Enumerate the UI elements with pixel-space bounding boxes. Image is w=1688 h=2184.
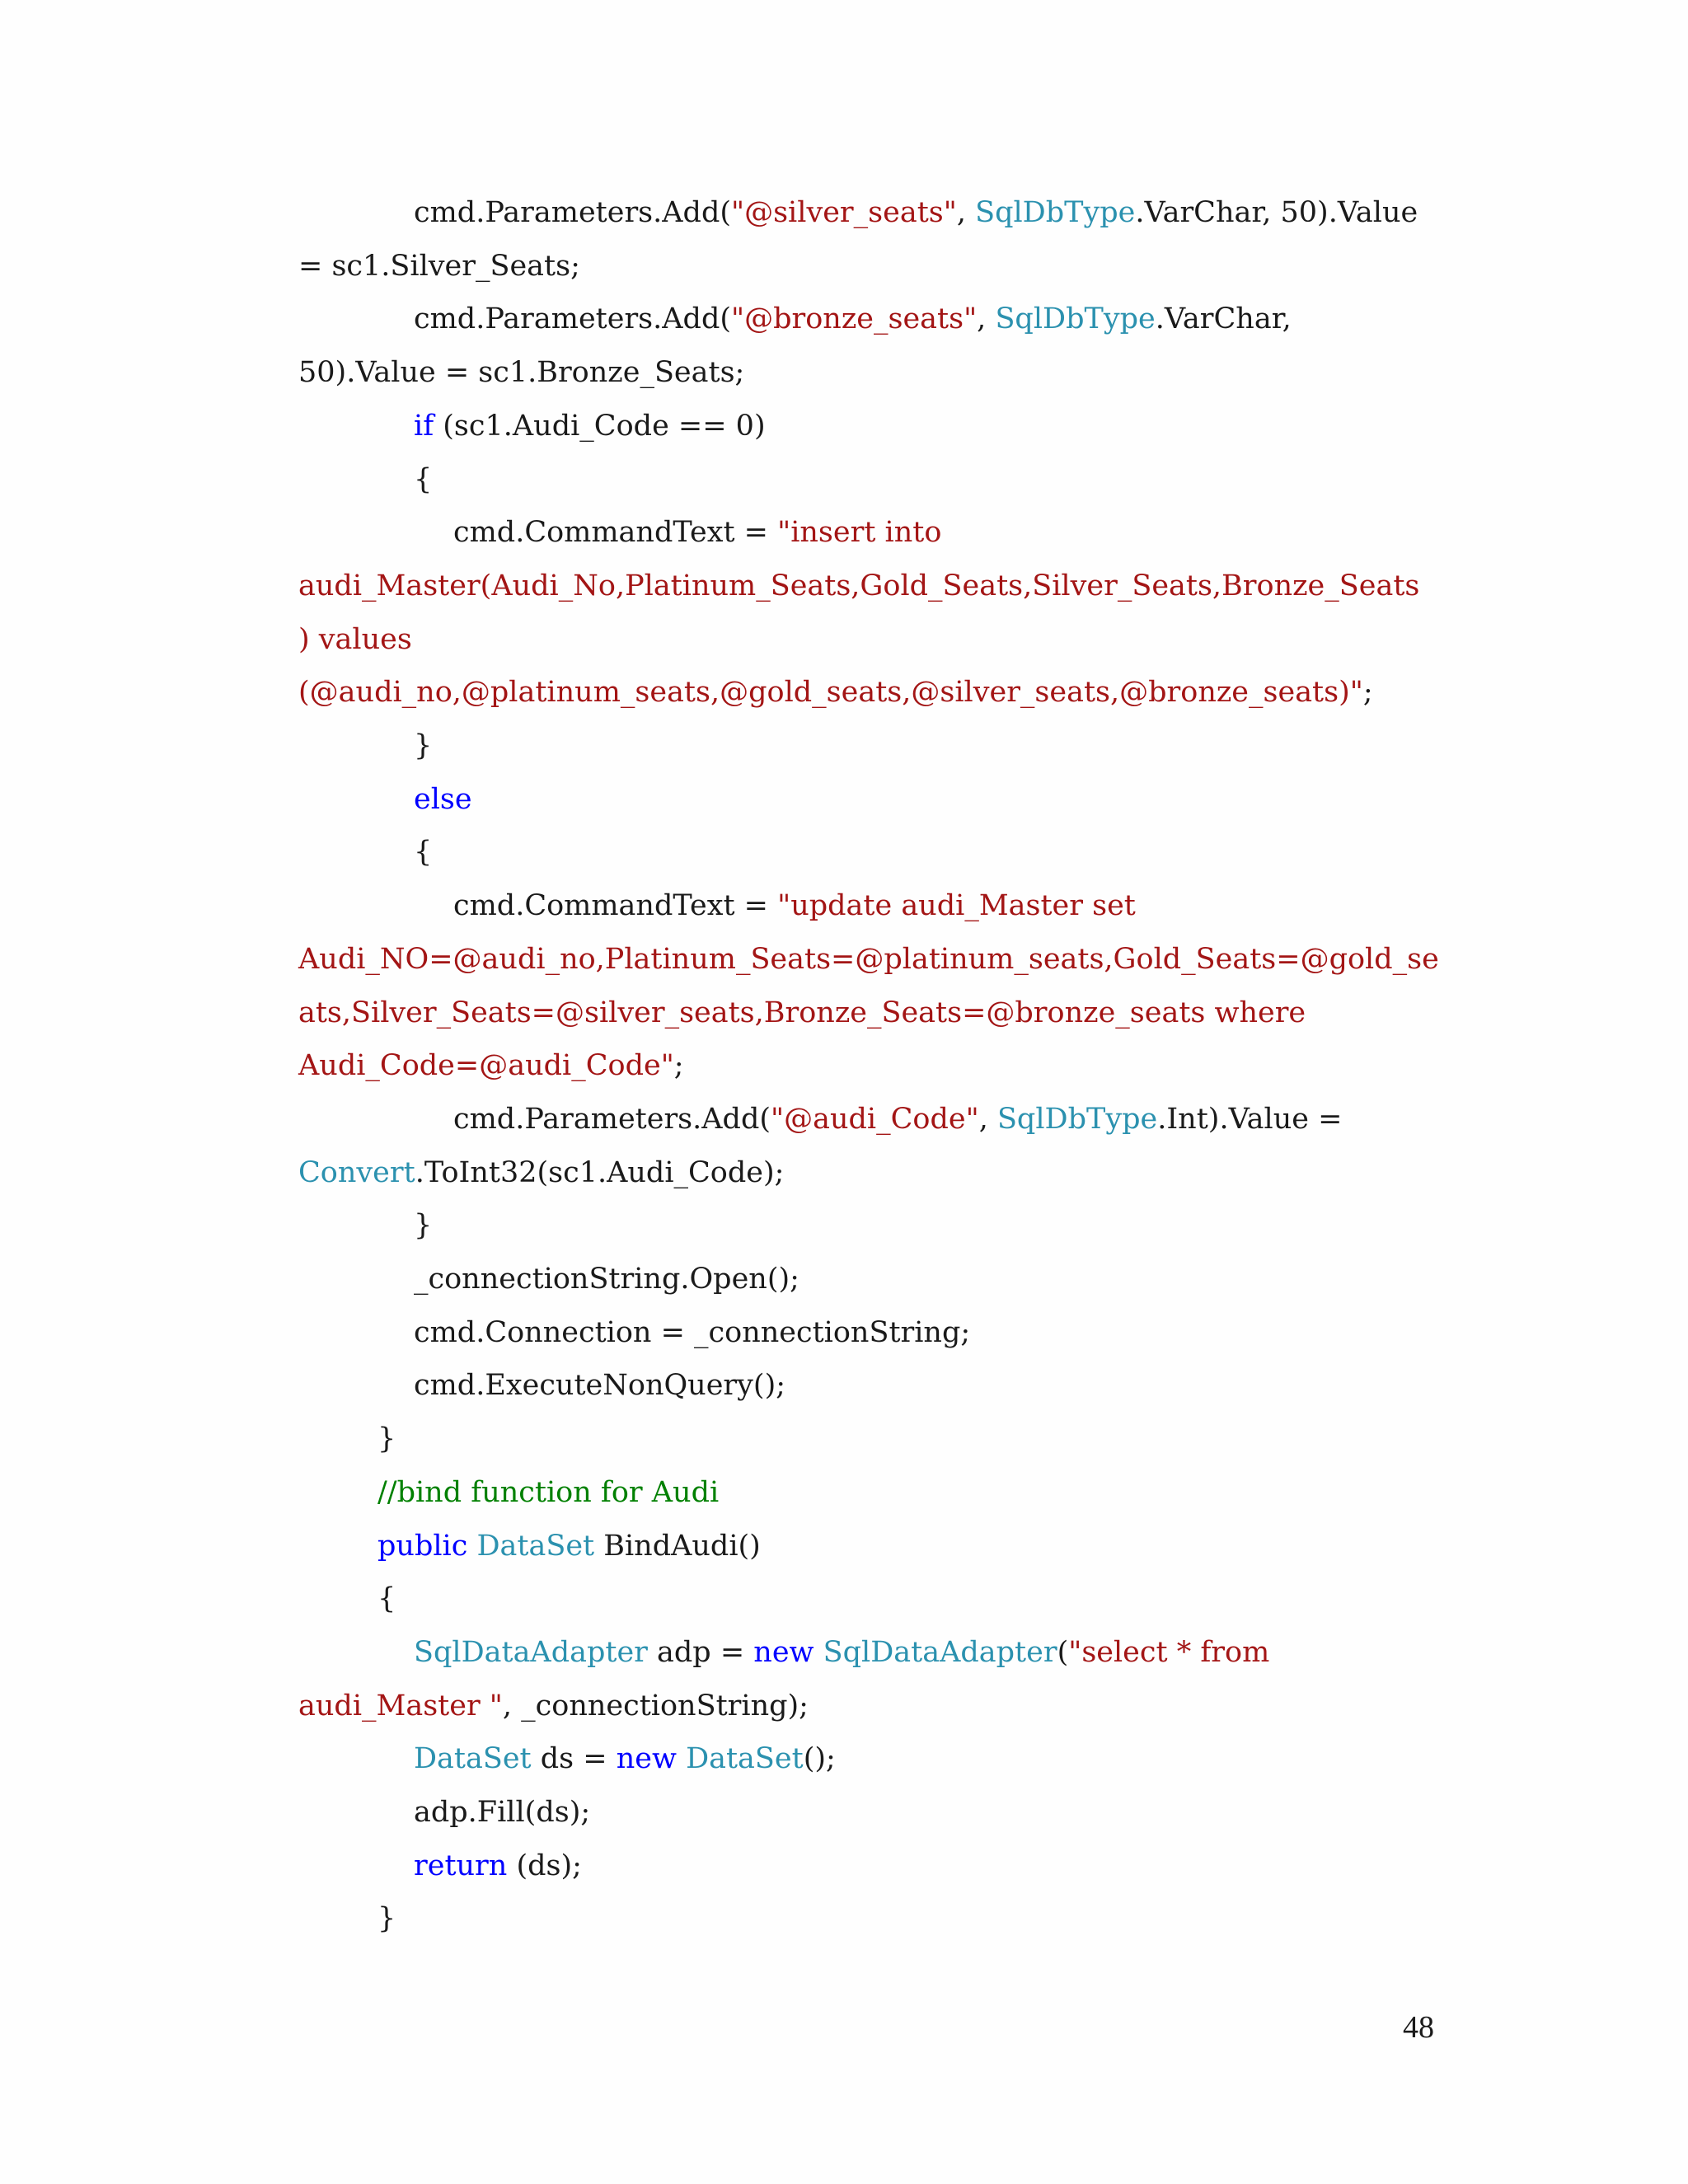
code-token: { xyxy=(414,462,433,496)
code-token: "@audi_Code" xyxy=(771,1102,979,1136)
code-line xyxy=(298,615,412,664)
code-token: ) values xyxy=(298,622,412,656)
code-token: ( xyxy=(1057,1635,1069,1669)
code-token: "@silver_seats" xyxy=(731,196,957,229)
code-token: SqlDataAdapter xyxy=(823,1635,1057,1669)
code-line xyxy=(453,508,941,557)
code-token: BindAudi() xyxy=(594,1529,761,1563)
code-token: } xyxy=(414,1209,433,1243)
code-line xyxy=(414,827,432,877)
code-token: } xyxy=(377,1902,396,1936)
code-token: if xyxy=(414,409,434,443)
code-token: SqlDbType xyxy=(975,196,1136,229)
code-token: .VarChar, xyxy=(1155,302,1292,336)
code-line xyxy=(414,455,432,504)
code-token: (ds); xyxy=(507,1849,582,1882)
page-number: 48 xyxy=(1403,2010,1434,2045)
code-line xyxy=(414,1734,836,1783)
code-line xyxy=(377,1894,396,1943)
code-token xyxy=(677,1742,686,1775)
code-token: "insert into xyxy=(777,516,942,550)
code-token xyxy=(467,1530,476,1563)
code-line xyxy=(414,1308,970,1357)
code-line xyxy=(414,401,766,451)
code-token: ds = xyxy=(531,1742,617,1776)
code-token: cmd.Parameters.Add( xyxy=(453,1102,771,1136)
code-token: DataSet xyxy=(686,1742,804,1776)
code-token: Audi_NO=@audi_no,Platinum_Seats=@platinum_seats,Gold_Seats=@gold_se xyxy=(298,942,1439,976)
code-token: { xyxy=(414,836,433,869)
code-line xyxy=(414,188,1418,237)
code-token: audi_Master(Audi_No,Platinum_Seats,Gold_Seats,Silver_Seats,Bronze_Seats xyxy=(298,569,1420,602)
code-token: } xyxy=(414,729,433,762)
code-token: cmd.Parameters.Add( xyxy=(414,302,731,336)
code-line xyxy=(414,1201,432,1250)
code-token: cmd.Parameters.Add( xyxy=(414,196,731,229)
code-line xyxy=(298,561,1419,611)
code-line xyxy=(453,1094,1342,1144)
code-token: _connectionString.Open(); xyxy=(414,1263,799,1296)
code-line xyxy=(377,1521,761,1571)
code-token: "update audi_Master set xyxy=(777,889,1136,923)
code-token: (); xyxy=(803,1742,836,1776)
code-token: adp.Fill(ds); xyxy=(414,1796,591,1829)
code-line xyxy=(414,294,1292,344)
code-token: (@audi_no,@platinum_seats,@gold_seats,@silver_seats,@bronze_seats)" xyxy=(298,676,1363,710)
code-line xyxy=(377,1414,396,1464)
code-line xyxy=(414,1788,590,1837)
code-token: new xyxy=(616,1742,677,1776)
code-token: ats,Silver_Seats=@silver_seats,Bronze_Seats=@bronze_seats where xyxy=(298,996,1306,1029)
code-token: Audi_Code=@audi_Code" xyxy=(298,1049,674,1083)
code-token: .ToInt32(sc1.Audi_Code); xyxy=(415,1155,785,1189)
code-line xyxy=(414,1628,1269,1677)
code-token: .Int).Value = xyxy=(1157,1102,1343,1136)
code-line xyxy=(298,935,1439,984)
code-token: //bind function for Audi xyxy=(377,1475,720,1509)
code-line xyxy=(414,1254,799,1304)
code-token: adp = xyxy=(647,1635,754,1669)
code-line xyxy=(377,1468,719,1517)
code-token: else xyxy=(414,782,472,816)
code-line xyxy=(453,881,1136,930)
code-line xyxy=(298,1148,784,1197)
code-token: "select * from xyxy=(1068,1635,1270,1669)
code-token: , xyxy=(956,196,976,229)
code-line xyxy=(298,1041,684,1090)
code-line xyxy=(377,1574,396,1624)
code-token: , xyxy=(977,302,996,336)
code-token: , _connectionString); xyxy=(502,1689,809,1722)
code-line xyxy=(298,668,1373,717)
code-token: .VarChar, 50).Value xyxy=(1135,196,1418,229)
code-token: SqlDbType xyxy=(995,302,1156,336)
code-token: cmd.ExecuteNonQuery(); xyxy=(414,1369,786,1403)
code-token: (sc1.Audi_Code == 0) xyxy=(434,409,766,443)
code-token xyxy=(814,1636,823,1669)
code-token: ; xyxy=(1362,676,1373,710)
code-token: new xyxy=(753,1635,814,1669)
code-line xyxy=(414,775,472,824)
code-token: public xyxy=(377,1529,468,1563)
code-token: audi_Master " xyxy=(298,1689,503,1722)
code-token: = sc1.Silver_Seats; xyxy=(298,249,580,283)
code-token: , xyxy=(978,1102,997,1136)
code-line xyxy=(414,1841,582,1891)
code-line xyxy=(414,721,432,771)
code-line xyxy=(298,348,744,397)
code-token: SqlDbType xyxy=(996,1102,1158,1136)
code-token: Convert xyxy=(298,1155,415,1189)
code-token: return xyxy=(414,1849,508,1882)
code-line xyxy=(298,1681,809,1731)
code-token: ; xyxy=(673,1049,684,1083)
code-line xyxy=(298,241,580,291)
code-token: DataSet xyxy=(476,1529,595,1563)
code-token: cmd.CommandText = xyxy=(453,516,778,550)
code-token: 50).Value = sc1.Bronze_Seats; xyxy=(298,356,745,390)
code-token: "@bronze_seats" xyxy=(731,302,978,336)
code-token: { xyxy=(377,1582,396,1616)
code-token: cmd.Connection = _connectionString; xyxy=(414,1315,971,1349)
code-line xyxy=(298,988,1306,1038)
code-token: } xyxy=(377,1422,396,1456)
code-token: SqlDataAdapter xyxy=(414,1635,648,1669)
code-token: DataSet xyxy=(414,1742,532,1776)
code-line xyxy=(414,1361,785,1410)
code-token: cmd.CommandText = xyxy=(453,889,778,923)
